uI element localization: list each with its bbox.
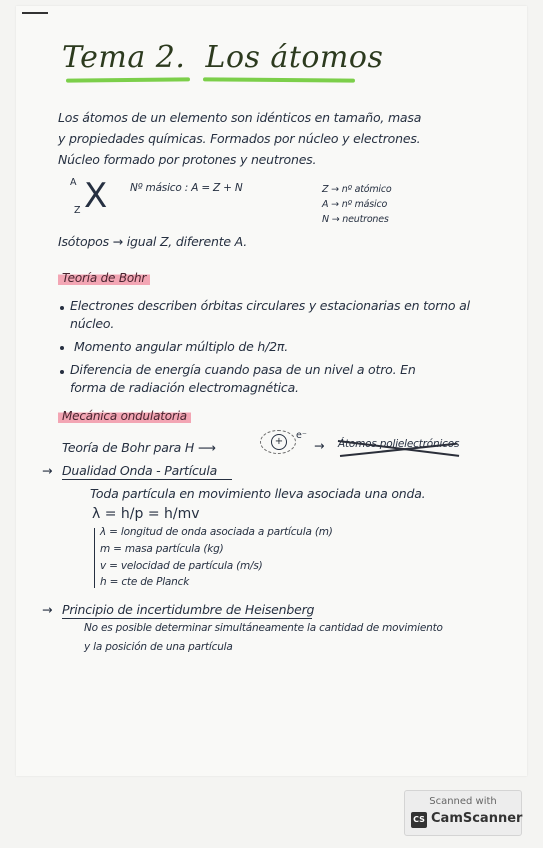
heisenberg-underline (62, 618, 312, 619)
def-v: v = velocidad de partícula (m/s) (100, 560, 263, 572)
legend-a: A → nº másico (322, 199, 388, 210)
legend-z: Z → nº atómico (322, 184, 392, 195)
bohr-bullet-3-line-2: forma de radiación electromagnética. (70, 380, 299, 395)
bohr-para-h-text: Teoría de Bohr para H (62, 440, 195, 455)
atom-nucleus: + (271, 434, 287, 450)
notation-z: Z (74, 205, 81, 216)
bohr-para-h: Teoría de Bohr para H ⟶ (62, 440, 216, 455)
bohr-bullet-2: Momento angular múltiplo de h/2π. (74, 339, 288, 354)
def-lambda: λ = longitud de onda asociada a partícula (m) (100, 526, 333, 538)
def-m: m = masa partícula (kg) (100, 543, 224, 555)
crossed-polielectronicos: Átomos polielectrónicos (338, 438, 460, 450)
electron-label: e⁻ (296, 430, 307, 441)
bullet-1 (60, 306, 64, 310)
legend-n: N → neutrones (322, 214, 389, 225)
heisenberg-text-1: No es posible determinar simultáneamente la cantidad de movimiento (84, 622, 443, 634)
camscanner-logo-icon: CS (411, 812, 427, 828)
dualidad-text: Toda partícula en movimiento lleva asociada una onda. (90, 486, 426, 501)
element-symbol-x: X (84, 176, 108, 216)
title-name: Los átomos (205, 40, 384, 75)
page-title (62, 40, 383, 75)
heisenberg-heading: Principio de incertidumbre de Heisenberg (62, 602, 315, 617)
heisenberg-text-2: y la posición de una partícula (84, 641, 233, 653)
section-mecanica: Mecánica ondulatoria (58, 408, 191, 423)
camscanner-badge (404, 790, 522, 836)
bohr-bullet-1-line-1: Electrones describen órbitas circulares y estacionarias en torno al (70, 298, 470, 313)
notation-a: A (70, 177, 77, 188)
bullet-3 (60, 370, 64, 374)
bohr-bullet-1-line-2: núcleo. (70, 316, 115, 331)
dualidad-underline (62, 479, 232, 480)
isotopos-line: Isótopos → igual Z, diferente A. (58, 234, 248, 249)
dualidad-heading: Dualidad Onda - Partícula (62, 463, 218, 478)
section-bohr: Teoría de Bohr (58, 270, 150, 285)
intro-line-2: y propiedades químicas. Formados por núcleo y electrones. (58, 131, 421, 146)
arrow-heisenberg-icon: → (42, 602, 53, 617)
definitions-bracket (94, 528, 95, 588)
badge-scanned-with: Scanned with (429, 796, 497, 807)
intro-line-3: Núcleo formado por protones y neutrones. (58, 152, 317, 167)
intro-line-1: Los átomos de un elemento son idénticos en tamaño, masa (58, 110, 422, 125)
mass-number-formula: Nº másico : A = Z + N (130, 182, 243, 194)
atom-diagram (260, 430, 296, 454)
bullet-2 (60, 346, 64, 350)
arrow-dualidad-icon: → (42, 463, 53, 478)
badge-name: CamScanner (431, 811, 523, 826)
bohr-bullet-3-line-1: Diferencia de energía cuando pasa de un nivel a otro. En (70, 362, 416, 377)
def-h: h = cte de Planck (100, 576, 190, 588)
page-corner-mark (22, 12, 48, 14)
arrow-right-icon: → (314, 438, 325, 453)
de-broglie-formula: λ = h/p = h/mv (92, 506, 200, 522)
title-tema: Tema 2. (62, 40, 186, 75)
